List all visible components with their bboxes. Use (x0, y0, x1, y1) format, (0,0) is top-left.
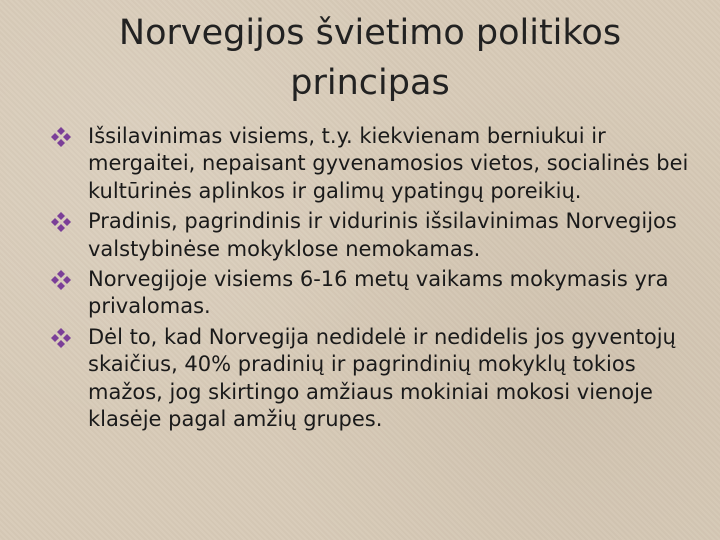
bullet-item (50, 324, 710, 434)
bullet-item (50, 266, 710, 321)
bullet-item (50, 123, 710, 205)
diamond-flower-icon (50, 269, 72, 291)
diamond-flower-icon (50, 211, 72, 233)
bullet-text: Dėl to, kad Norvegija nedidelė ir nedidelis jos gyventojų skaičius, 40% pradinių ir pagrindinių mokyklų tokios mažos, jog skirtingo amžiaus mokiniai mokosi vienoje klasėje pagal amžių grupes. (88, 324, 676, 432)
diamond-flower-icon (50, 327, 72, 349)
bullet-text: Norvegijoje visiems 6-16 metų vaikams mokymasis yra privalomas. (88, 267, 669, 319)
bullet-item (50, 208, 710, 263)
bullet-list (50, 123, 710, 436)
bullet-text: Išsilavinimas visiems, t.y. kiekvienam berniukui ir mergaitei, nepaisant gyvenamosios vietos, socialinės bei kultūrinės aplinkos ir galimų ypatingų poreikių. (88, 124, 689, 203)
slide-title: Norvegijos švietimo politikos principas (118, 13, 622, 103)
bullet-text: Pradinis, pagrindinis ir vidurinis išsilavinimas Norvegijos valstybinėse mokyklose nemokamas. (88, 209, 677, 261)
diamond-flower-icon (50, 126, 72, 148)
